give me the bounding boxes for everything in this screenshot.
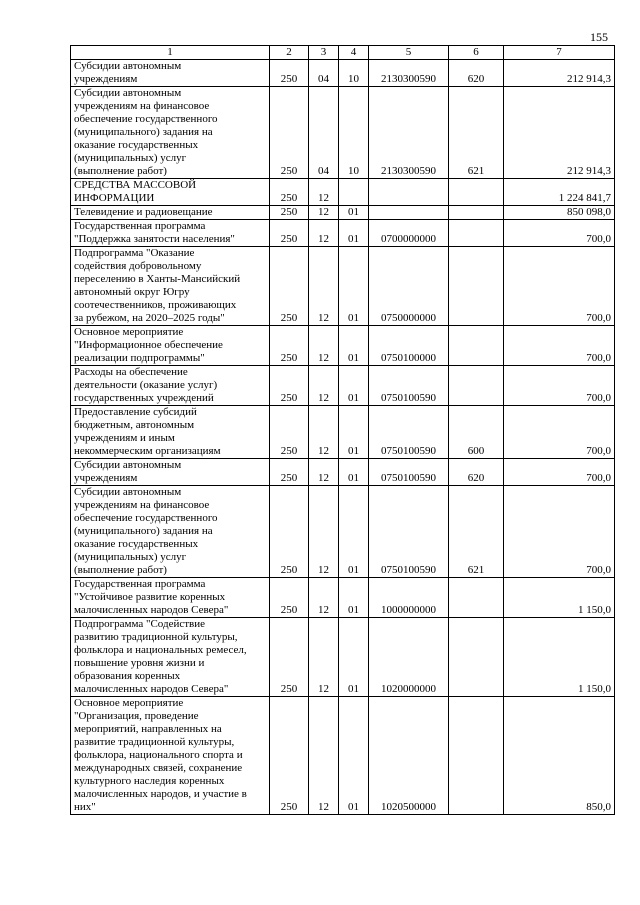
- row-name-cell: Подпрограмма "Оказание содействия добровольному переселению в Ханты-Мансийский автономный округ Югру соотечественников, проживающих за рубежом, на 2020–2025 годы": [71, 247, 270, 326]
- table-row: [71, 326, 615, 366]
- table-row: [71, 486, 615, 578]
- table-row: [71, 179, 615, 206]
- amount-cell: 700,0: [504, 326, 615, 366]
- subsection-code-cell: 10: [339, 87, 369, 179]
- table-header-row: [71, 46, 615, 60]
- row-name-cell: Субсидии автономным учреждениям: [71, 60, 270, 87]
- section-code-cell: 12: [309, 179, 339, 206]
- ministry-code-cell: 250: [270, 459, 309, 486]
- column-header: 5: [369, 46, 449, 60]
- ministry-code-cell: 250: [270, 87, 309, 179]
- row-name-cell: Субсидии автономным учреждениям: [71, 459, 270, 486]
- amount-cell: 700,0: [504, 486, 615, 578]
- row-name-cell: Основное мероприятие "Организация, проведение мероприятий, направленных на развитие традиционной культуры, фольклора, национального спорта и международных связей, сохранение культурного наследия коренных малочисленных народов, и участие в них": [71, 697, 270, 815]
- table-row: [71, 618, 615, 697]
- amount-cell: 212 914,3: [504, 87, 615, 179]
- subsection-code-cell: 01: [339, 366, 369, 406]
- section-code-cell: 12: [309, 697, 339, 815]
- subsection-code-cell: 01: [339, 578, 369, 618]
- table-row: [71, 220, 615, 247]
- target-article-cell: 2130300590: [369, 60, 449, 87]
- target-article-cell: 2130300590: [369, 87, 449, 179]
- ministry-code-cell: 250: [270, 206, 309, 220]
- subsection-code-cell: 01: [339, 326, 369, 366]
- section-code-cell: 04: [309, 87, 339, 179]
- target-article-cell: 0700000000: [369, 220, 449, 247]
- ministry-code-cell: 250: [270, 486, 309, 578]
- page-number: 155: [590, 30, 608, 44]
- expense-type-cell: [449, 618, 504, 697]
- target-article-cell: 1020500000: [369, 697, 449, 815]
- amount-cell: 1 150,0: [504, 618, 615, 697]
- expense-type-cell: [449, 366, 504, 406]
- column-header: 3: [309, 46, 339, 60]
- amount-cell: 850 098,0: [504, 206, 615, 220]
- ministry-code-cell: 250: [270, 247, 309, 326]
- subsection-code-cell: 01: [339, 486, 369, 578]
- column-header: 2: [270, 46, 309, 60]
- expense-type-cell: [449, 220, 504, 247]
- amount-cell: 700,0: [504, 220, 615, 247]
- section-code-cell: 12: [309, 618, 339, 697]
- subsection-code-cell: 01: [339, 206, 369, 220]
- ministry-code-cell: 250: [270, 618, 309, 697]
- section-code-cell: 12: [309, 247, 339, 326]
- expense-type-cell: [449, 247, 504, 326]
- subsection-code-cell: 01: [339, 697, 369, 815]
- ministry-code-cell: 250: [270, 406, 309, 459]
- expense-type-cell: [449, 578, 504, 618]
- subsection-code-cell: 10: [339, 60, 369, 87]
- expense-type-cell: 621: [449, 87, 504, 179]
- target-article-cell: 0750100590: [369, 406, 449, 459]
- expense-type-cell: [449, 697, 504, 815]
- ministry-code-cell: 250: [270, 179, 309, 206]
- target-article-cell: 0750000000: [369, 247, 449, 326]
- expense-type-cell: 620: [449, 60, 504, 87]
- row-name-cell: Основное мероприятие "Информационное обеспечение реализации подпрограммы": [71, 326, 270, 366]
- amount-cell: 1 224 841,7: [504, 179, 615, 206]
- section-code-cell: 04: [309, 60, 339, 87]
- table-row: [71, 406, 615, 459]
- row-name-cell: Подпрограмма "Содействие развитию традиционной культуры, фольклора и национальных ремесел, повышение уровня жизни и образования коренных малочисленных народов Севера": [71, 618, 270, 697]
- amount-cell: 700,0: [504, 247, 615, 326]
- table-row: [71, 578, 615, 618]
- subsection-code-cell: 01: [339, 459, 369, 486]
- subsection-code-cell: 01: [339, 247, 369, 326]
- amount-cell: 850,0: [504, 697, 615, 815]
- target-article-cell: 1000000000: [369, 578, 449, 618]
- amount-cell: 700,0: [504, 366, 615, 406]
- target-article-cell: 0750100000: [369, 326, 449, 366]
- subsection-code-cell: [339, 179, 369, 206]
- row-name-cell: Телевидение и радиовещание: [71, 206, 270, 220]
- table-row: [71, 60, 615, 87]
- column-header: 4: [339, 46, 369, 60]
- ministry-code-cell: 250: [270, 60, 309, 87]
- section-code-cell: 12: [309, 326, 339, 366]
- row-name-cell: Расходы на обеспечение деятельности (оказание услуг) государственных учреждений: [71, 366, 270, 406]
- amount-cell: 212 914,3: [504, 60, 615, 87]
- row-name-cell: Субсидии автономным учреждениям на финансовое обеспечение государственного (муниципального) задания на оказание государственных (муниципальных) услуг (выполнение работ): [71, 486, 270, 578]
- ministry-code-cell: 250: [270, 366, 309, 406]
- target-article-cell: 0750100590: [369, 486, 449, 578]
- target-article-cell: 1020000000: [369, 618, 449, 697]
- expense-type-cell: [449, 326, 504, 366]
- column-header: 6: [449, 46, 504, 60]
- table-row: [71, 366, 615, 406]
- column-header: 1: [71, 46, 270, 60]
- expense-type-cell: [449, 206, 504, 220]
- amount-cell: 700,0: [504, 406, 615, 459]
- ministry-code-cell: 250: [270, 697, 309, 815]
- expense-type-cell: 621: [449, 486, 504, 578]
- section-code-cell: 12: [309, 206, 339, 220]
- table-row: [71, 87, 615, 179]
- expense-type-cell: 620: [449, 459, 504, 486]
- target-article-cell: [369, 206, 449, 220]
- expense-type-cell: 600: [449, 406, 504, 459]
- section-code-cell: 12: [309, 406, 339, 459]
- section-code-cell: 12: [309, 459, 339, 486]
- section-code-cell: 12: [309, 220, 339, 247]
- ministry-code-cell: 250: [270, 578, 309, 618]
- amount-cell: 700,0: [504, 459, 615, 486]
- row-name-cell: Государственная программа "Поддержка занятости населения": [71, 220, 270, 247]
- target-article-cell: 0750100590: [369, 366, 449, 406]
- table-row: [71, 206, 615, 220]
- amount-cell: 1 150,0: [504, 578, 615, 618]
- table-row: [71, 459, 615, 486]
- row-name-cell: Субсидии автономным учреждениям на финансовое обеспечение государственного (муниципального) задания на оказание государственных (муниципальных) услуг (выполнение работ): [71, 87, 270, 179]
- row-name-cell: Предоставление субсидий бюджетным, автономным учреждениям и иным некоммерческим организациям: [71, 406, 270, 459]
- subsection-code-cell: 01: [339, 220, 369, 247]
- target-article-cell: 0750100590: [369, 459, 449, 486]
- target-article-cell: [369, 179, 449, 206]
- budget-table: [70, 45, 615, 815]
- column-header: 7: [504, 46, 615, 60]
- subsection-code-cell: 01: [339, 618, 369, 697]
- section-code-cell: 12: [309, 366, 339, 406]
- ministry-code-cell: 250: [270, 326, 309, 366]
- expense-type-cell: [449, 179, 504, 206]
- row-name-cell: Государственная программа "Устойчивое развитие коренных малочисленных народов Севера": [71, 578, 270, 618]
- section-code-cell: 12: [309, 578, 339, 618]
- table-row: [71, 247, 615, 326]
- row-name-cell: СРЕДСТВА МАССОВОЙ ИНФОРМАЦИИ: [71, 179, 270, 206]
- section-code-cell: 12: [309, 486, 339, 578]
- ministry-code-cell: 250: [270, 220, 309, 247]
- table-row: [71, 697, 615, 815]
- subsection-code-cell: 01: [339, 406, 369, 459]
